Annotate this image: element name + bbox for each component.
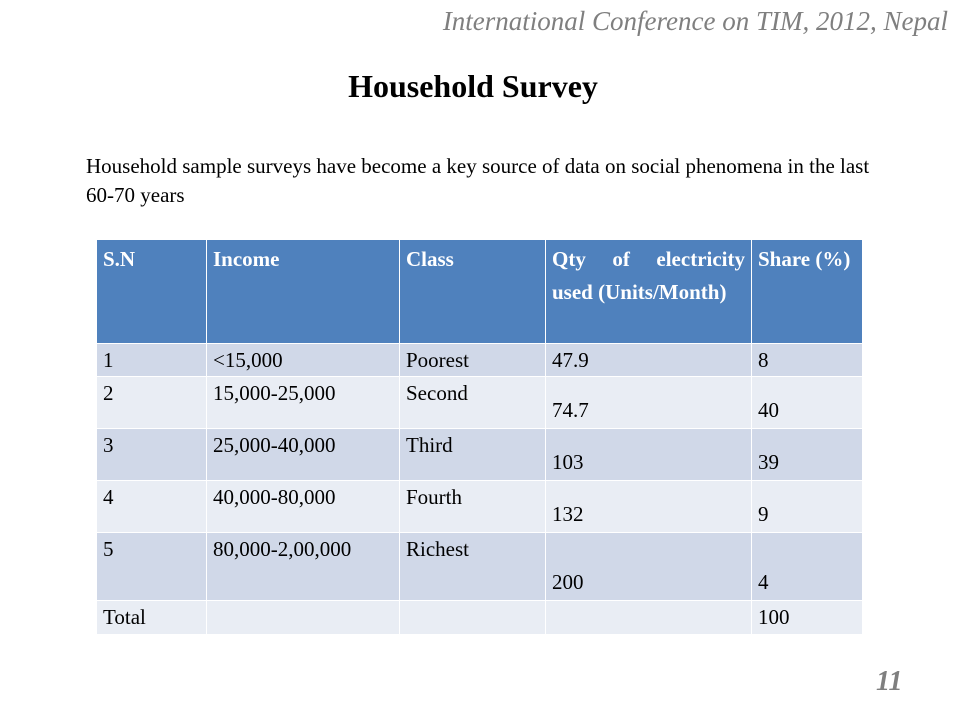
cell-sn: 4 — [97, 480, 207, 532]
cell-class: Poorest — [400, 343, 546, 376]
intro-paragraph — [86, 152, 876, 210]
cell-qty: 74.7 — [546, 376, 752, 428]
cell-sn: 2 — [97, 376, 207, 428]
slide-title: Household Survey — [348, 68, 598, 104]
cell-class: Third — [400, 428, 546, 480]
cell-share: 39 — [752, 428, 863, 480]
cell-sn: 5 — [97, 532, 207, 600]
header-share: Share (%) — [752, 240, 863, 343]
cell-income: <15,000 — [207, 343, 400, 376]
cell-class: Richest — [400, 532, 546, 600]
header-income: Income — [207, 240, 400, 343]
cell-total-class — [400, 600, 546, 634]
table-row — [97, 480, 863, 532]
cell-sn: 3 — [97, 428, 207, 480]
table-row — [97, 343, 863, 376]
cell-income: 80,000-2,00,000 — [207, 532, 400, 600]
cell-qty: 47.9 — [546, 343, 752, 376]
cell-total-share: 100 — [752, 600, 863, 634]
intro-text: Household sample surveys have become a key source of data on social phenomena in the last 60-70 years — [86, 154, 870, 207]
cell-income: 25,000-40,000 — [207, 428, 400, 480]
cell-qty: 132 — [546, 480, 752, 532]
table-row — [97, 376, 863, 428]
cell-qty: 200 — [546, 532, 752, 600]
table-row — [97, 532, 863, 600]
cell-total-label: Total — [97, 600, 207, 634]
header-qty-electricity: Qty of electricity used (Units/Month) — [546, 240, 752, 343]
conference-header: International Conference on TIM, 2012, Nepal — [442, 6, 948, 36]
header-sn: S.N — [97, 240, 207, 343]
table-row — [97, 428, 863, 480]
cell-total-income — [207, 600, 400, 634]
cell-income: 15,000-25,000 — [207, 376, 400, 428]
table-total-row — [97, 600, 863, 634]
page-number: 11 — [876, 666, 903, 697]
survey-table — [96, 240, 863, 635]
cell-class: Fourth — [400, 480, 546, 532]
cell-income: 40,000-80,000 — [207, 480, 400, 532]
table-header-row — [97, 240, 863, 343]
cell-share: 8 — [752, 343, 863, 376]
cell-sn: 1 — [97, 343, 207, 376]
cell-share: 4 — [752, 532, 863, 600]
cell-total-qty — [546, 600, 752, 634]
cell-class: Second — [400, 376, 546, 428]
cell-qty: 103 — [546, 428, 752, 480]
cell-share: 40 — [752, 376, 863, 428]
cell-share: 9 — [752, 480, 863, 532]
header-class: Class — [400, 240, 546, 343]
